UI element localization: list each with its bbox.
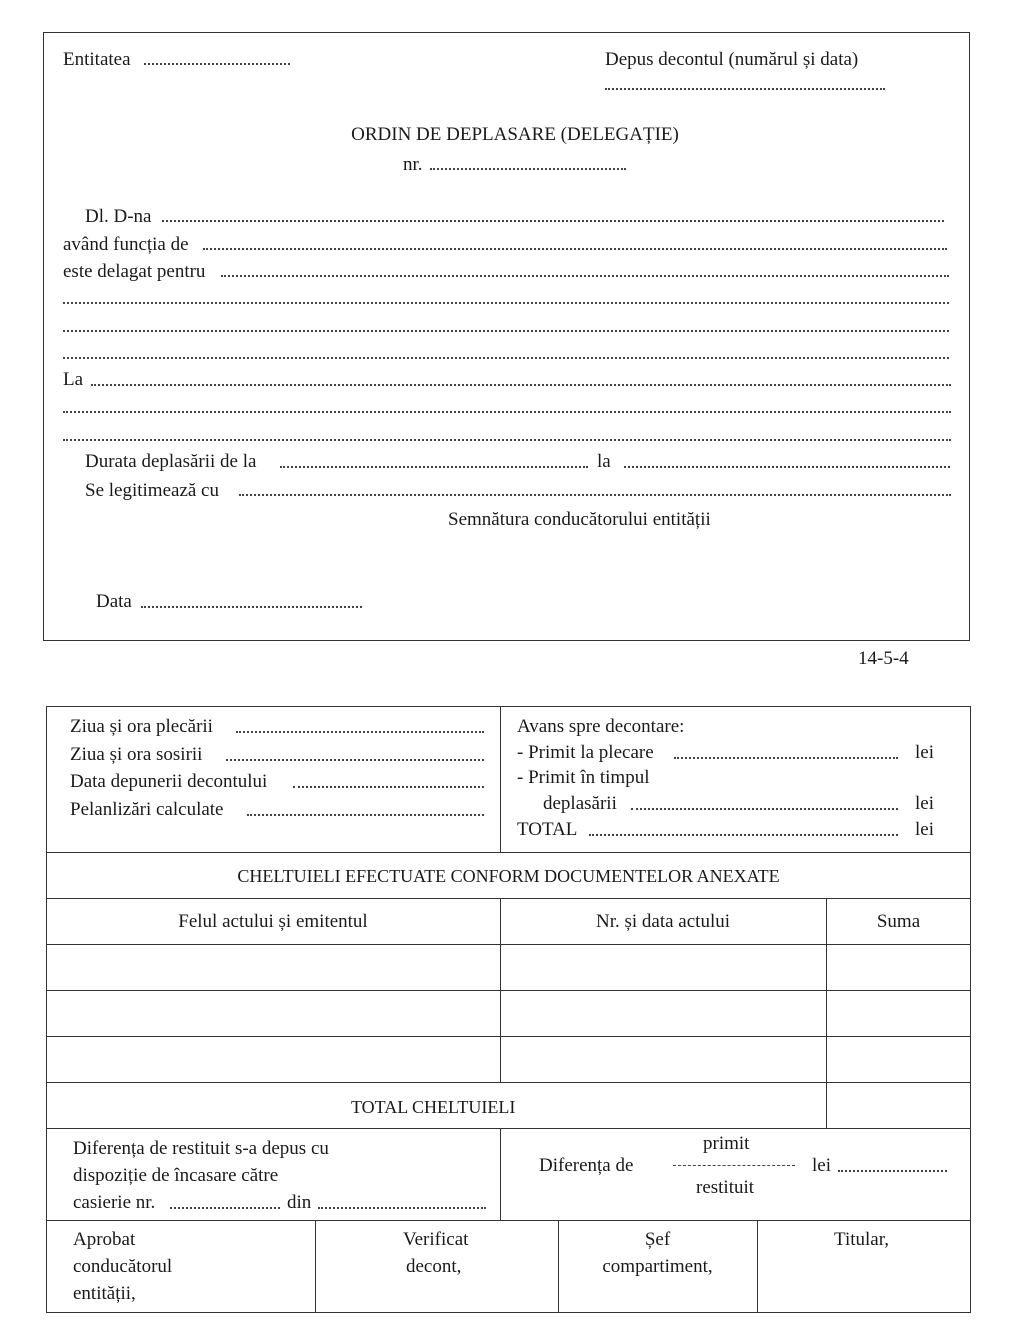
- date-label: Data: [96, 591, 132, 612]
- difference-amount-field[interactable]: [838, 1170, 947, 1172]
- departure-label: Ziua și ora plecării: [70, 716, 213, 737]
- difference-currency: lei: [812, 1155, 831, 1176]
- difference-text-3: casierie nr.: [73, 1192, 156, 1213]
- cash-register-date-field[interactable]: [318, 1207, 486, 1209]
- head-text-2: compartiment,: [602, 1256, 713, 1277]
- difference-label: Diferența de: [539, 1155, 634, 1176]
- function-field[interactable]: [203, 248, 947, 250]
- advance-departure-field[interactable]: [674, 757, 898, 759]
- difference-text-2: dispoziție de încasare către: [73, 1165, 279, 1186]
- advance-total-currency: lei: [915, 819, 934, 840]
- duration-to-label: la: [597, 451, 611, 472]
- expenses-title: CHELTUIELI EFECTUATE CONFORM DOCUMENTELOR ANEXATE: [237, 866, 780, 886]
- verified-text-2: decont,: [406, 1256, 462, 1277]
- arrival-field[interactable]: [226, 759, 484, 761]
- verified-text-1: Verificat: [403, 1229, 469, 1250]
- destination-line-3[interactable]: [63, 439, 951, 441]
- approved-text-1: Aprobat: [73, 1229, 136, 1250]
- vline-difference: [500, 1128, 501, 1220]
- table-row[interactable]: [46, 1036, 500, 1082]
- to-label: La: [63, 369, 84, 390]
- deposit-field[interactable]: [605, 88, 885, 90]
- difference-returned: restituit: [696, 1177, 755, 1198]
- signature-label: Semnătura conducătorului entității: [448, 509, 711, 530]
- overnight-field[interactable]: [247, 814, 484, 816]
- rule-8: [46, 1220, 971, 1221]
- rule-2: [46, 898, 971, 899]
- id-field[interactable]: [239, 494, 951, 496]
- advance-during-field[interactable]: [631, 808, 898, 810]
- advance-total-label: TOTAL: [517, 819, 578, 840]
- total-expenses-label: TOTAL CHELTUIELI: [351, 1097, 516, 1117]
- function-label: având funcția de: [63, 234, 189, 255]
- person-label: Dl. D-na: [85, 206, 152, 227]
- advance-during-label-2: deplasării: [543, 793, 617, 814]
- advance-departure-label: - Primit la plecare: [517, 742, 654, 763]
- advance-title: Avans spre decontare:: [517, 716, 685, 737]
- delegated-label: este delagat pentru: [63, 261, 206, 282]
- arrival-label: Ziua și ora sosirii: [70, 744, 203, 765]
- difference-separator: [673, 1165, 795, 1166]
- duration-label: Durata deplasării de la: [85, 451, 257, 472]
- vline-sign-3: [757, 1220, 758, 1313]
- table-cell[interactable]: [500, 1036, 826, 1082]
- head-text-1: Șef: [644, 1229, 671, 1250]
- settlement-date-label: Data depunerii decontului: [70, 771, 268, 792]
- advance-during-currency: lei: [915, 793, 934, 814]
- advance-during-label: - Primit în timpul: [517, 767, 650, 788]
- column-header-number-date: Nr. și data actului: [595, 911, 731, 932]
- table-row[interactable]: [46, 990, 500, 1036]
- settlement-date-field[interactable]: [293, 786, 484, 788]
- id-label: Se legitimează cu: [85, 480, 219, 501]
- purpose-line-2[interactable]: [63, 302, 949, 304]
- table-cell[interactable]: [826, 990, 971, 1036]
- departure-field[interactable]: [236, 731, 484, 733]
- rule-1: [46, 852, 971, 853]
- vline-sign-1: [315, 1220, 316, 1313]
- destination-line-2[interactable]: [63, 411, 951, 413]
- approved-text-2: conducătorul: [73, 1256, 173, 1277]
- table-cell[interactable]: [500, 944, 826, 990]
- delegated-field[interactable]: [221, 275, 949, 277]
- nr-field[interactable]: [430, 168, 626, 170]
- table-row[interactable]: [46, 944, 500, 990]
- entity-label: Entitatea: [63, 49, 131, 70]
- purpose-line-3[interactable]: [63, 330, 949, 332]
- table-cell[interactable]: [826, 944, 971, 990]
- difference-received: primit: [703, 1133, 750, 1154]
- entity-field[interactable]: [144, 63, 290, 65]
- advance-total-field[interactable]: [589, 834, 898, 836]
- table-cell[interactable]: [826, 1036, 971, 1082]
- deposit-label: Depus decontul (numărul și data): [605, 49, 859, 70]
- advance-departure-currency: lei: [915, 742, 934, 763]
- overnight-label: Pelanlizări calculate: [70, 799, 224, 820]
- rule-7: [46, 1128, 971, 1129]
- date-field[interactable]: [141, 606, 362, 608]
- purpose-line-4[interactable]: [63, 357, 949, 359]
- duration-from-field[interactable]: [280, 466, 588, 468]
- vline-travel: [500, 706, 501, 852]
- cash-register-number-field[interactable]: [170, 1207, 280, 1209]
- column-header-amount: Suma: [876, 911, 921, 932]
- total-expenses-field[interactable]: [826, 1082, 971, 1128]
- holder-text: Titular,: [834, 1229, 890, 1250]
- person-field[interactable]: [162, 220, 944, 222]
- page-title: ORDIN DE DEPLASARE (DELEGAȚIE): [351, 124, 679, 145]
- column-header-document: Felul actului și emitentul: [178, 911, 368, 932]
- nr-label: nr.: [403, 154, 423, 175]
- difference-from-label: din: [287, 1192, 312, 1213]
- difference-text-1: Diferența de restituit s-a depus cu: [73, 1138, 329, 1159]
- form-code: 14-5-4: [858, 648, 909, 669]
- table-cell[interactable]: [500, 990, 826, 1036]
- destination-field[interactable]: [91, 384, 951, 386]
- approved-text-3: entității,: [73, 1283, 136, 1304]
- duration-to-field[interactable]: [624, 466, 950, 468]
